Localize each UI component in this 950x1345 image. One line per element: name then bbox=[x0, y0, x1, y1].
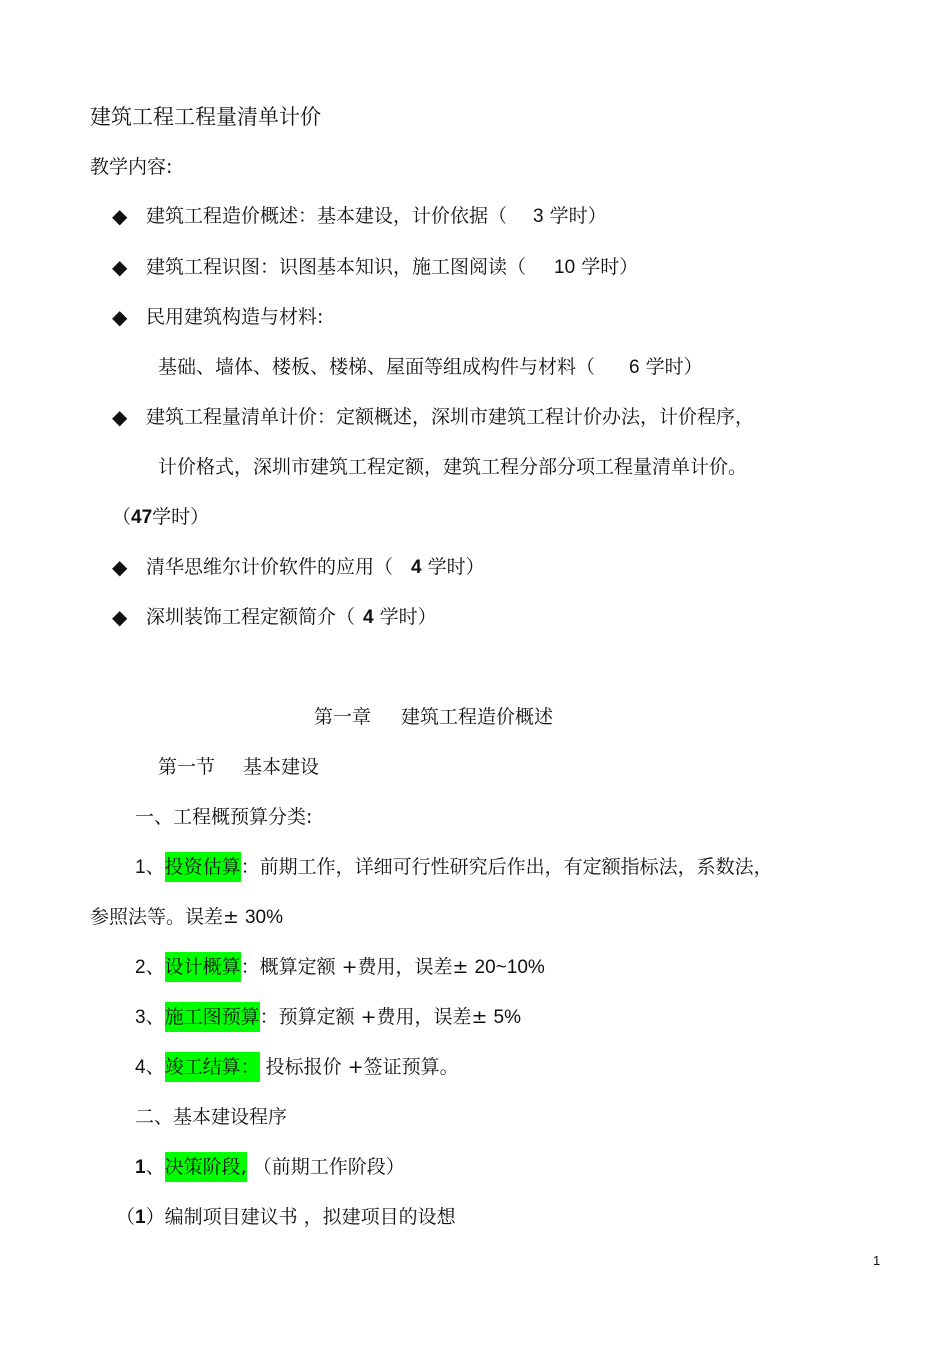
item-hours: 10 bbox=[554, 257, 576, 278]
chapter-label: 第一章 bbox=[314, 706, 372, 728]
highlighted-term-sep: ： bbox=[240, 1056, 260, 1078]
stage-number: 1 bbox=[135, 1157, 146, 1178]
step-number: 1 bbox=[135, 1207, 146, 1228]
estimate-item-continuation bbox=[90, 904, 283, 931]
section-label: 第一节 bbox=[158, 756, 216, 778]
item-unit: 学时） bbox=[379, 606, 437, 628]
estimate-item bbox=[135, 1004, 521, 1031]
syllabus-item bbox=[146, 254, 638, 281]
step-open-paren: （ bbox=[116, 1206, 136, 1228]
estimate-description: ：前期工作，详细可行性研究后作出，有定额指标法，系数法， bbox=[240, 856, 773, 878]
highlighted-term: 投资估算 bbox=[165, 852, 241, 882]
estimate-description: ：预算定额 +费用，误差± bbox=[259, 1006, 488, 1028]
highlighted-term: 决策阶段, bbox=[165, 1152, 247, 1182]
item-hours: 4 bbox=[363, 607, 374, 628]
estimate-description: 参照法等。误差± bbox=[90, 906, 239, 928]
item-unit: 学时） bbox=[427, 556, 485, 578]
syllabus-item bbox=[146, 554, 485, 581]
syllabus-item bbox=[146, 604, 437, 631]
item-text: 清华思维尔计价软件的应用（ bbox=[146, 556, 394, 578]
page-number: 1 bbox=[873, 1253, 881, 1268]
chapter-title: 建筑工程造价概述 bbox=[401, 706, 554, 728]
document-title: 建筑工程工程量清单计价 bbox=[90, 105, 321, 129]
syllabus-item bbox=[146, 203, 607, 230]
highlighted-term bbox=[165, 1052, 260, 1082]
diamond-bullet-icon: ◆ bbox=[112, 255, 128, 279]
item-text: 基础、墙体、楼板、楼梯、屋面等组成构件与材料（ bbox=[158, 356, 596, 378]
item-hours: 4 bbox=[411, 557, 422, 578]
diamond-bullet-icon: ◆ bbox=[112, 605, 128, 629]
subheading-construction-procedure: 二、基本建设程序 bbox=[135, 1106, 288, 1128]
syllabus-subitem bbox=[158, 354, 703, 381]
subheading-estimate-types: 一、工程概预算分类: bbox=[135, 806, 313, 828]
estimate-number: 2、 bbox=[135, 957, 165, 978]
step-item bbox=[116, 1204, 456, 1231]
estimate-number: 3、 bbox=[135, 1007, 165, 1028]
section-title: 基本建设 bbox=[243, 756, 320, 778]
item-unit: 学时） bbox=[152, 506, 210, 528]
chapter-heading bbox=[314, 704, 553, 730]
estimate-item bbox=[135, 854, 773, 881]
syllabus-item bbox=[146, 404, 754, 430]
item-text: 建筑工程识图：识图基本知识，施工图阅读（ bbox=[146, 256, 527, 278]
item-text: 建筑工程量清单计价：定额概述，深圳市建筑工程计价办法，计价程序， bbox=[146, 406, 755, 428]
item-unit: 学时） bbox=[645, 356, 703, 378]
highlighted-term-text: 竣工结算 bbox=[164, 1056, 241, 1078]
diamond-bullet-icon: ◆ bbox=[112, 204, 128, 228]
estimate-number: 4、 bbox=[135, 1057, 165, 1078]
teaching-content-label: 教学内容: bbox=[90, 156, 173, 178]
syllabus-item-continuation: 计价格式，深圳市建筑工程定额，建筑工程分部分项工程量清单计价。 bbox=[158, 456, 748, 478]
estimate-item bbox=[135, 954, 545, 981]
syllabus-item-hours bbox=[112, 504, 209, 531]
highlighted-term: 设计概算 bbox=[165, 952, 241, 982]
item-open-paren: （ bbox=[112, 506, 132, 528]
step-close-paren: ） bbox=[145, 1206, 165, 1228]
step-text: 编制项目建议书 ，拟建项目的设想 bbox=[164, 1206, 456, 1228]
item-hours: 47 bbox=[131, 507, 153, 528]
item-text: 建筑工程造价概述：基本建设，计价依据（ bbox=[146, 205, 508, 227]
item-hours: 6 bbox=[629, 357, 640, 378]
syllabus-item bbox=[146, 304, 323, 330]
item-text: 深圳装饰工程定额简介（ bbox=[146, 606, 356, 628]
item-unit: 学时） bbox=[581, 256, 639, 278]
stage-item bbox=[135, 1154, 405, 1181]
diamond-bullet-icon: ◆ bbox=[112, 405, 128, 429]
error-value: 5% bbox=[493, 1007, 521, 1028]
estimate-number: 1、 bbox=[135, 857, 165, 878]
estimate-item bbox=[135, 1054, 459, 1081]
estimate-description: ：概算定额 +费用，误差± bbox=[240, 956, 469, 978]
diamond-bullet-icon: ◆ bbox=[112, 555, 128, 579]
item-unit: 学时） bbox=[549, 205, 607, 227]
item-text: 民用建筑构造与材料: bbox=[146, 306, 324, 328]
estimate-description: 投标报价 +签证预算。 bbox=[259, 1056, 459, 1078]
error-value: 30% bbox=[244, 907, 283, 928]
error-value: 20~10% bbox=[474, 957, 545, 978]
item-hours: 3 bbox=[533, 206, 544, 227]
diamond-bullet-icon: ◆ bbox=[112, 305, 128, 329]
stage-separator: 、 bbox=[145, 1156, 165, 1178]
section-heading bbox=[158, 754, 319, 780]
highlighted-term: 施工图预算 bbox=[165, 1002, 260, 1032]
stage-description: （前期工作阶段） bbox=[252, 1156, 405, 1178]
